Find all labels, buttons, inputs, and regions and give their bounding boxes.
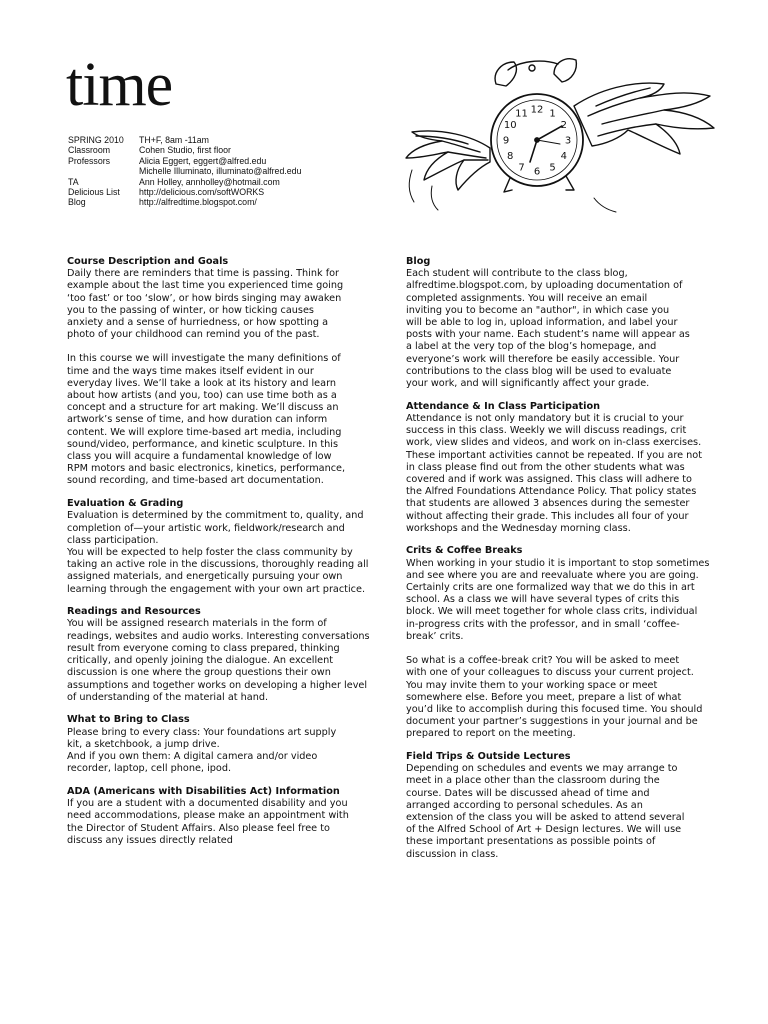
text-line: posts with your name. Each student’s name will appear as [406,329,690,341]
section [406,256,722,390]
text-line: example about the last time you experienced time going [67,280,344,292]
section-heading: Blog [406,256,431,267]
left-foot [504,178,512,192]
info-value: Cohen Studio, first floor [139,145,231,156]
section-heading: ADA (Americans with Disabilities Act) Information [67,785,340,797]
text-line: these important presentations as possible points of [406,836,656,848]
text-line: arranged according to personal schedules. As an [406,799,643,811]
text-line: learning through the engagement with your own art practice. [67,583,366,595]
section-heading: Evaluation & Grading [67,498,184,510]
info-row [68,166,301,176]
text-line: Evaluation is determined by the commitment to, quality, and [67,510,364,522]
text-line: concept and a structure for art making. We’ll discuss an [67,402,339,414]
text-line: artwork’s sense of time, and how duration can inform [67,414,328,426]
info-label: Blog [68,197,86,208]
text-line: Attendance is not only mandatory but it is crucial to your [406,412,684,424]
info-row [68,135,301,145]
clock-number: 6 [533,166,541,178]
left-bell [495,62,516,86]
text-line: work, view slides and videos, and work on in-class exercises. [406,437,702,449]
text-line: And if you own them: A digital camera and/or video [67,751,318,763]
text-line: of the Alfred School of Art + Design lectures. We will use [406,824,682,836]
text-line: about how artists (and you, too) can use time both as a [67,390,337,402]
text-line: you’d like to accomplish during this focused time. You should [406,703,703,715]
clock-number: 1 [549,108,556,120]
text-line: everyone’s work will therefore be easily accessible. Your [406,353,680,365]
clock-number: 7 [518,162,525,174]
clock-number: 3 [564,135,572,147]
text-line: you to the passing of winter, or how ticking causes [67,304,314,316]
text-line: Depending on schedules and events we may arrange to [406,763,678,775]
info-label [68,166,139,176]
text-line: break’ crits. [406,630,464,642]
info-row [68,187,301,197]
text-line: Please bring to every class: Your foundations art supply [67,726,337,738]
text-line: If you are a student with a documented disability and you [67,798,348,810]
info-row [68,145,301,155]
text-line: These important activities cannot be repeated. If you are not [406,449,703,461]
clock-number: 5 [549,162,556,174]
clock-hand-hour [530,140,537,162]
text-line: in class please find out from the other students what was [406,461,685,473]
text-line: You will be expected to help foster the class community by [67,546,353,558]
text-line: When working in your studio it is important to stop sometimes [406,557,710,569]
text-line: RPM motors and basic electronics, kinetics, performance, [67,463,346,475]
text-line: course. Dates will be discussed ahead of time and [406,787,650,799]
text-line: the Director of Student Affairs. Also please feel free to [67,822,330,834]
text-line: anxiety and a sense of hurriedness, or how spotting a [67,317,329,329]
text-line: You will be assigned research materials in the form of [67,618,327,630]
section [67,498,377,596]
text-line: time and the ways time makes itself evident in our [67,365,314,377]
text-line: discussion in class. [406,848,499,860]
info-label: Delicious List [68,187,120,198]
info-value: TH+F, 8am -11am [139,135,209,145]
text-line: document your partner’s suggestions in your journal and be [406,716,698,728]
text-line: contributions to the class blog will be used to evaluate [406,365,672,377]
paragraph-gap [67,341,377,353]
page-title: time [66,51,173,119]
section-heading: Attendance & In Class Participation [406,400,600,412]
text-line: need accommodations, please make an appointment with [67,810,349,822]
text-line: inviting you to become an "author", in which case you [406,304,670,316]
clock-number: 2 [560,120,567,131]
text-line: workshops and the Wednesday morning class. [406,522,631,534]
clock-number: 12 [530,104,544,116]
text-line: that students are allowed 3 absences during the semester [406,498,690,510]
text-line: prepared to report on the meeting. [406,728,576,740]
course-info-table [68,135,301,208]
section [67,256,377,488]
clock-number: 8 [507,151,514,162]
text-line: So what is a coffee-break crit? You will be asked to meet [406,655,680,667]
section [67,714,377,775]
text-line: class participation. [67,534,159,546]
text-line: completion of—your artistic work, fieldwork/research and [67,522,345,534]
info-label: Professors [68,155,111,166]
text-line: and see where you are and reevaluate where you are going. [406,569,699,581]
right-column [406,256,722,871]
info-row [68,156,301,166]
clock-number: 4 [560,151,567,162]
text-line: your work, and will significantly affect your grade. [406,378,650,390]
paragraph-gap [406,643,722,655]
text-line: Each student will contribute to the class blog, [406,268,628,280]
text-line: will be able to log in, upload information, and label your [406,317,678,329]
text-line: Daily there are reminders that time is passing. Think for [67,268,340,280]
text-line: alfredtime.blogspot.com, by uploading documentation of [406,280,683,292]
section-heading: Crits & Coffee Breaks [406,545,523,557]
text-line: assigned materials, and energetically pursuing your own [67,571,343,583]
info-row [68,177,301,187]
info-label: TA [68,176,79,187]
text-line: result from everyone coming to class prepared, thinking [67,642,340,654]
section-heading: Field Trips & Outside Lectures [406,751,571,763]
text-line: You may invite them to your working space or meet [406,679,658,691]
info-value: Michelle Illuminato, illuminato@alfred.edu [139,166,302,177]
info-row [68,197,301,207]
text-line: meet in a place other than the classroom during the [406,775,660,787]
text-line: readings, websites and audio works. Interesting conversations [67,630,370,642]
section [67,606,377,704]
section [406,751,722,861]
text-line: class you will acquire a fundamental knowledge of low [67,451,332,463]
left-column [67,256,377,857]
text-line: kit, a sketchbook, a jump drive. [67,738,220,750]
section-heading: Readings and Resources [67,606,201,618]
text-line: of understanding of the material at hand. [67,691,269,703]
section-heading: Course Description and Goals [67,256,229,267]
text-line: with one of your colleagues to discuss your current project. [406,667,694,679]
text-line: In this course we will investigate the many definitions of [67,353,341,365]
text-line: block. We will meet together for whole class crits, individual [406,606,698,618]
text-line: discuss any issues directly related [67,834,233,846]
clock-number: 10 [503,120,517,131]
text-line: in-progress crits with the professor, and in small ‘coffee- [406,618,680,630]
info-value: Ann Holley, annholley@hotmail.com [139,176,280,187]
clock-hand-minute [537,126,562,140]
info-label: Classroom [68,145,111,156]
clock-number: 9 [502,135,510,147]
section [67,786,377,847]
winged-clock-illustration [402,40,720,220]
section-heading: What to Bring to Class [67,714,190,726]
section [406,401,722,535]
text-line: sound recording, and time-based art documentation. [67,475,324,487]
text-line: the Alfred Foundations Attendance Policy. That policy states [406,486,697,498]
text-line: recorder, laptop, cell phone, ipod. [67,763,232,775]
text-line: sound/video, performance, and kinetic sculpture. In this [67,438,339,450]
text-line: somewhere else. Before you meet, prepare a list of what [406,691,682,703]
info-label: SPRING 2010 [68,135,124,145]
text-line: Certainly crits are one formalized way that we do this in art [406,582,695,594]
text-line: everyday lives. We’ll take a look at its history and learn [67,377,337,389]
text-line: completed assignments. You will receive an email [406,292,648,304]
text-line: critically, and openly joining the dialogue. An excellent [67,655,334,667]
text-line: assumptions and together works on developing a higher level [67,679,368,691]
clock-number: 11 [515,108,528,120]
text-line: extension of the class you will be asked to attend several [406,812,685,824]
right-wing [574,83,714,154]
text-line: content. We will explore time-based art media, including [67,426,342,438]
info-value: http://alfredtime.blogspot.com/ [139,197,257,208]
text-line: school. As a class we will have several types of crits this [406,594,680,606]
info-value: Alicia Eggert, eggert@alfred.edu [139,155,267,166]
info-value: http://delicious.com/softWORKS [139,187,265,198]
text-line: taking an active role in the discussions, thoroughly reading all [67,559,369,571]
text-line: ‘too fast’ or too ‘slow’, or how birds singing may awaken [67,292,342,304]
text-line: without affecting their grade. This includes all four of your [406,510,689,522]
text-line: discussion is one where the group questions their own [67,667,331,679]
text-line: success in this class. Weekly we will discuss readings, crit [406,425,687,437]
right-foot [566,176,574,190]
text-line: a label at the very top of the blog’s homepage, and [406,341,657,353]
right-bell [554,59,576,82]
text-line: covered and if work was assigned. This class will adhere to [406,473,692,485]
section [406,545,722,740]
text-line: photo of your childhood can remind you of the past. [67,329,320,341]
